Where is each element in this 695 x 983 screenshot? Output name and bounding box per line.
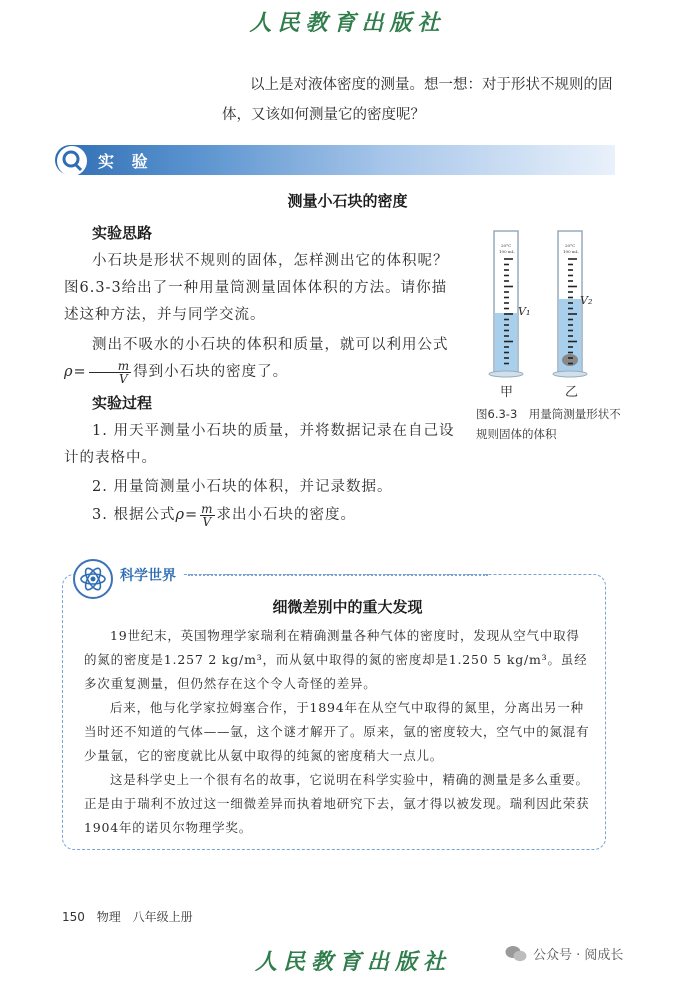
- step-3: [92, 502, 484, 529]
- science-paragraph-1: 19世纪末，英国物理学家瑞利在精确测量各种气体的密度时，发现从空气中取得的氮的密度是1.257 2 kg/m³，而从氨中取得的氮的密度却是1.250 5 kg/m³。虽经多次重复测量，但仍然存在这个令人奇怪的差异。: [84, 628, 588, 691]
- science-world-title: 细微差别中的重大发现: [272, 598, 423, 616]
- cylinder-b-temp: 20°C: [565, 243, 576, 248]
- density-fraction: [89, 360, 131, 385]
- step-1: 1. 用天平测量小石块的质量，并将数据记录在自己设计的表格中。: [64, 423, 455, 466]
- idea-heading: 实验思路: [92, 224, 153, 242]
- cylinder-a: [489, 231, 523, 377]
- atom-icon: [73, 559, 113, 599]
- science-paragraph-3: 这是科学史上一个很有名的故事，它说明在科学实验中，精确的测量是多么重要。正是由于瑞利不放过这一细微差异而执着地研究下去，氩才得以被发现。瑞利因此荣获1904年的诺贝尔物理学奖。: [84, 772, 590, 835]
- idea-paragraph-1: 小石块是形状不规则的固体，怎样测出它的体积呢？图6.3-3给出了一种用量筒测量固体体积的方法。请你描述这种方法，并与同学交流。: [64, 253, 449, 323]
- wechat-icon: [505, 945, 527, 963]
- cylinder-b-capacity: 100 mL: [563, 249, 579, 254]
- density-fraction-2: [200, 503, 214, 528]
- science-world-header-line: [188, 574, 488, 576]
- publisher-logo-bottom: 人民教育出版社: [255, 949, 452, 975]
- fraction-numerator: m: [89, 360, 131, 373]
- book-subject: 物理: [96, 910, 121, 924]
- intro-paragraph: 以上是对液体密度的测量。想一想：对于形状不规则的固体，又该如何测量它的密度呢？: [222, 77, 613, 123]
- wechat-watermark: [505, 944, 623, 963]
- publisher-logo-top: 人民教育出版社: [249, 10, 446, 36]
- experiment-title: 测量小石块的密度: [287, 192, 408, 210]
- figure-label-b: 乙: [565, 385, 579, 400]
- watermark-text: 公众号 · 阅成长: [533, 948, 624, 963]
- page-number: 150: [62, 910, 85, 924]
- process-heading: 实验过程: [92, 394, 153, 412]
- step3-text-a: 3. 根据公式: [92, 507, 176, 523]
- science-paragraph-2: 后来，他与化学家拉姆塞合作，于1894年在从空气中取得的氮里，分离出另一种当时还不知道的气体——氩，这个谜才解开了。原来，氩的密度较大，空气中的氮混有少量氩，它的密度就比从氨中取得的纯氮的密度稍大一点儿。: [84, 700, 590, 763]
- step-2: 2. 用量筒测量小石块的体积，并记录数据。: [92, 479, 393, 495]
- idea-p2-text-a: 测出不吸水的小石块的体积和质量，就可以利用公式: [92, 337, 449, 353]
- formula-lhs-2: ρ=: [175, 507, 199, 523]
- graduated-cylinders-figure: [480, 225, 620, 380]
- volume-label-v1: V₁: [518, 305, 531, 318]
- cylinder-a-capacity: 100 mL: [499, 249, 515, 254]
- fraction-numerator-2: m: [201, 501, 214, 516]
- fraction-denominator: V: [119, 371, 129, 386]
- experiment-label: 实 验: [98, 152, 154, 171]
- volume-label-v2: V₂: [580, 294, 593, 307]
- formula-lhs: ρ=: [64, 364, 87, 380]
- idea-paragraph-2: [64, 332, 456, 386]
- science-world-label: 科学世界: [114, 565, 182, 585]
- book-grade: 八年级上册: [132, 910, 193, 924]
- step3-text-b: 求出小石块的密度。: [216, 507, 357, 523]
- idea-p2-text-b: 得到小石块的密度了。: [133, 364, 289, 380]
- figure-label-a: 甲: [500, 385, 514, 400]
- fraction-denominator-2: V: [202, 514, 213, 529]
- cylinder-a-temp: 20°C: [501, 243, 512, 248]
- page-footer: [62, 908, 201, 925]
- magnifier-icon: [57, 146, 87, 176]
- figure-caption: 图6.3-3 用量筒测量形状不规则固体的体积: [476, 407, 621, 441]
